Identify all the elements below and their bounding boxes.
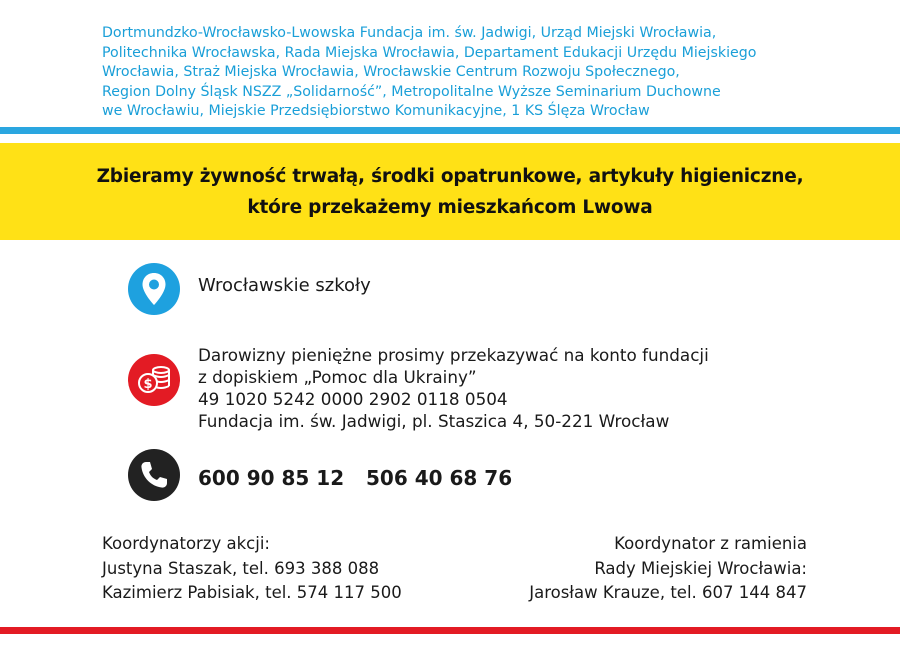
bank-account-number: 49 1020 5242 0000 2902 0118 0504 — [198, 389, 508, 409]
coordinators-right — [529, 532, 807, 606]
coordinator-2: Kazimierz Pabisiak, tel. 574 117 500 — [102, 583, 402, 602]
phone-number-1[interactable]: 600 90 85 12 — [198, 466, 345, 490]
organizers-line: we Wrocławiu, Miejskie Przedsiębiorstwo Komunikacyjne, 1 KS Ślęza Wrocław — [102, 103, 650, 120]
coordinators-left — [102, 532, 402, 606]
red-divider — [0, 627, 900, 634]
location-pin-icon — [128, 263, 180, 315]
donation-line-2: z dopiskiem „Pomoc dla Ukrainy” — [198, 367, 477, 387]
organizers-line: Wrocławia, Straż Miejska Wrocławia, Wrocławskie Centrum Rozwoju Społecznego, — [102, 64, 680, 81]
council-coordinator: Jarosław Krauze, tel. 607 144 847 — [529, 583, 807, 602]
svg-text:$: $ — [143, 377, 153, 392]
coordinator-1: Justyna Staszak, tel. 693 388 088 — [102, 558, 380, 578]
organizers-line: Politechnika Wrocławska, Rada Miejska Wrocławia, Departament Edukacji Urzędu Miejskiego — [102, 44, 757, 61]
donation-line-1: Darowizny pieniężne prosimy przekazywać na konto fundacji — [198, 345, 709, 365]
phone-number-2[interactable]: 506 40 68 76 — [366, 466, 513, 490]
coins-dollar-icon — [128, 354, 180, 406]
organizers-list — [102, 24, 862, 122]
location-text: Wrocławskie szkoły — [198, 275, 371, 296]
collection-banner — [0, 143, 900, 240]
organizers-line: Dortmundzko-Wrocławsko-Lwowska Fundacja im. św. Jadwigi, Urząd Miejski Wrocławia, — [102, 25, 717, 41]
council-coordinator-heading-1: Koordynator z ramienia — [614, 534, 807, 553]
banner-line-2: które przekażemy mieszkańcom Lwowa — [247, 196, 653, 218]
banner-line-1: Zbieramy żywność trwałą, środki opatrunkowe, artykuły higieniczne, — [96, 165, 804, 187]
phone-icon — [128, 449, 180, 501]
organizers-line: Region Dolny Śląsk NSZZ „Solidarność”, Metropolitalne Wyższe Seminarium Duchowne — [102, 83, 721, 100]
coordinators-heading: Koordynatorzy akcji: — [102, 534, 270, 553]
blue-divider — [0, 127, 900, 134]
foundation-address: Fundacja im. św. Jadwigi, pl. Staszica 4, 50-221 Wrocław — [198, 411, 670, 431]
donation-info — [198, 344, 709, 432]
council-coordinator-heading-2: Rady Miejskiej Wrocławia: — [594, 558, 807, 578]
